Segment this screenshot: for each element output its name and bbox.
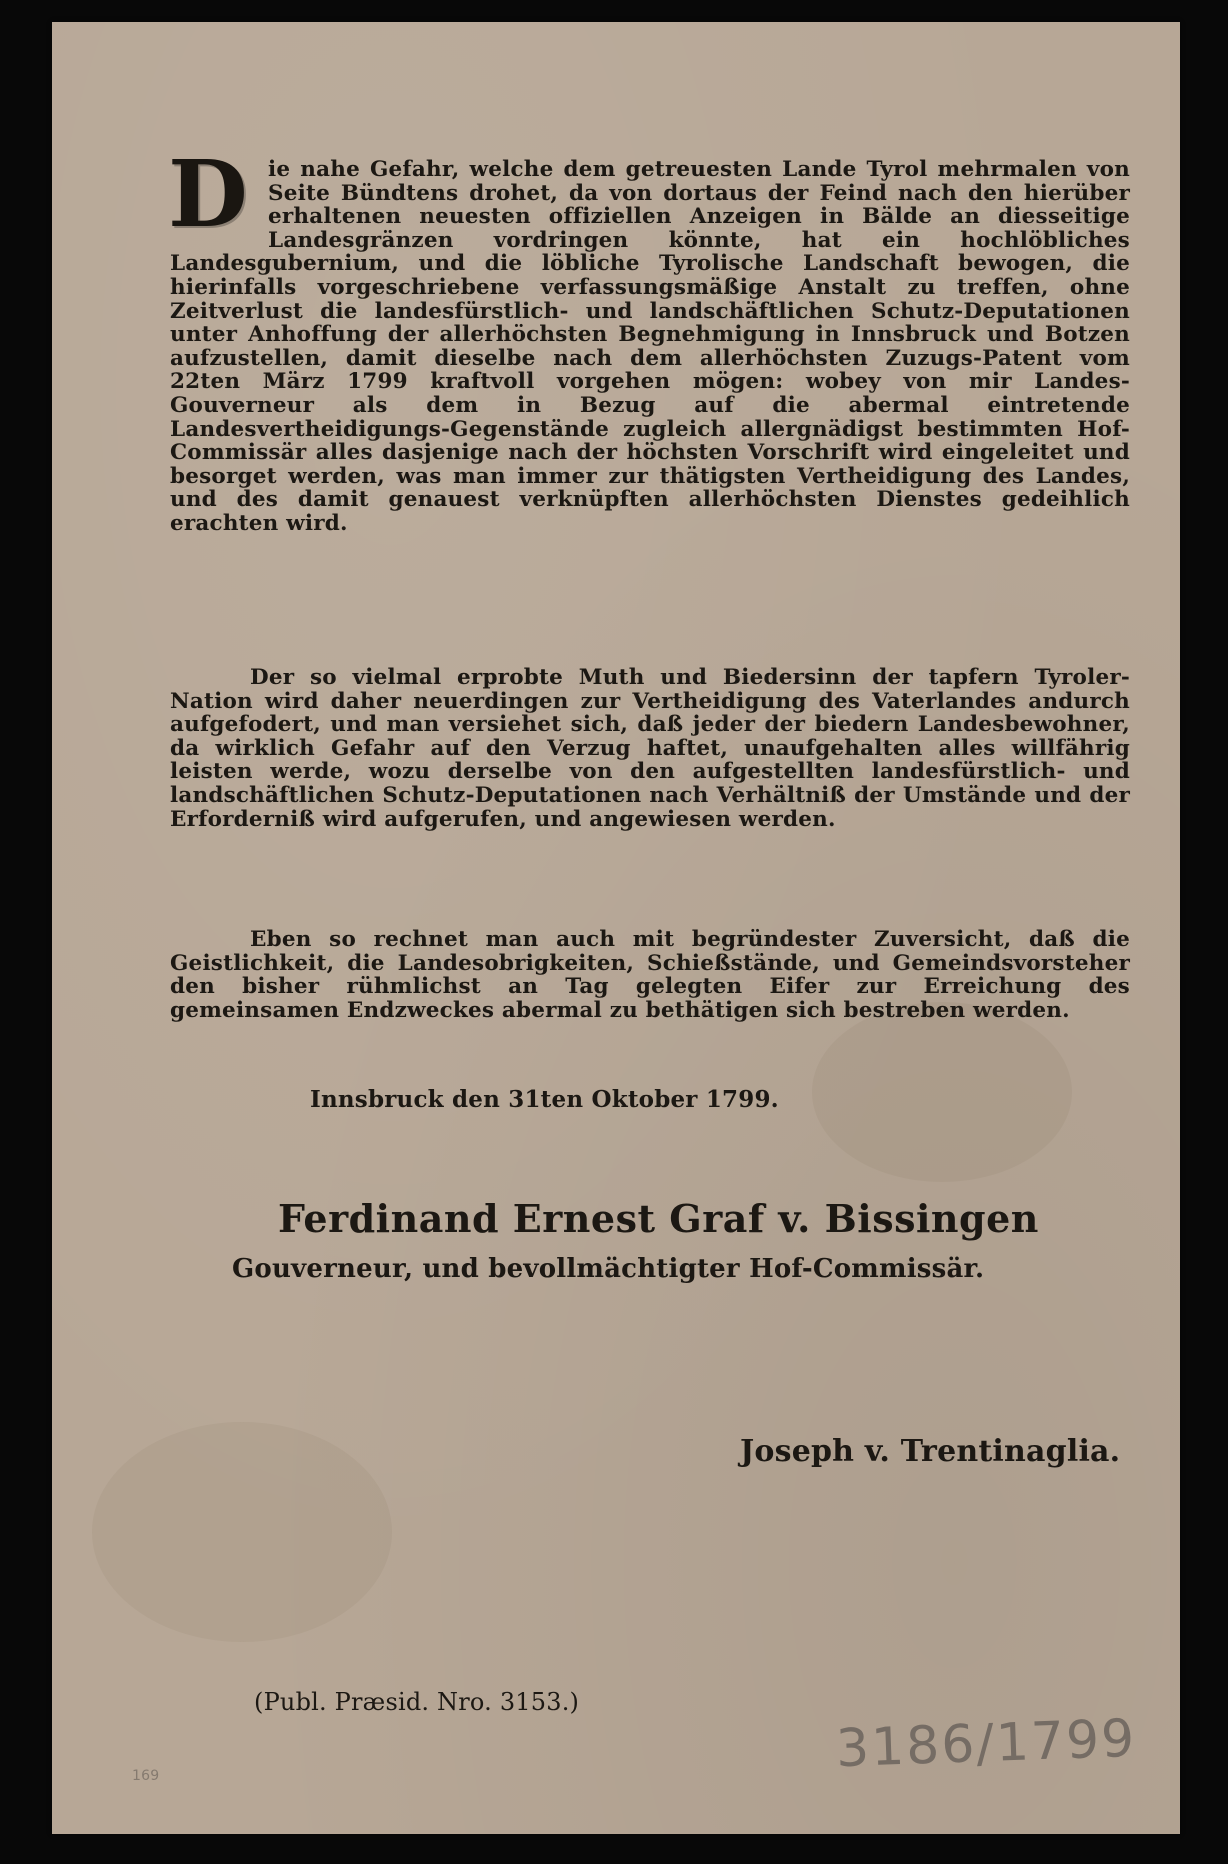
paragraph-2: Der so vielmal erprobte Muth und Biedersinn der tapfern Tyroler-Nation wird daher neuerdingen zur Vertheidigung des Vaterlandes andurch aufgefodert, und man versiehet sich, daß jeder der biedern Landesbewohner, da wirklich Gefahr auf den Verzug haftet, unaufgehalten alles willfährig leisten werde, wozu derselbe von den aufgestellten landesfürstlich- und landschäftlichen Schutz-Deputationen nach Verhältniß der Umstände und der Erforderniß wird aufgerufen, und angewiesen werden. <box>170 665 1130 832</box>
archive-number: 3186/1799 <box>835 1708 1138 1780</box>
date-line: Innsbruck den 31ten Oktober 1799. <box>310 1086 779 1113</box>
drop-cap: D <box>168 140 248 248</box>
publication-reference: (Publ. Præsid. Nro. 3153.) <box>254 1688 580 1716</box>
countersignature: Joseph v. Trentinaglia. <box>740 1434 1121 1469</box>
paper-stain <box>92 1422 392 1642</box>
paragraph-1-text: ie nahe Gefahr, welche dem getreuesten Lande Tyrol mehrmalen von Seite Bündtens drohet, da von dortaus der Feind nach den hierüber erhaltenen neuesten offiziellen Anzeigen in Bälde an diesseitige Landesgränzen vordringen könnte, hat ein hochlöbliches Landesgubernium, und die löbliche Tyrolische Landschaft bewogen, die hierinfalls vorgeschriebene verfassungsmäßige Anstalt zu treffen, ohne Zeitverlust die landesfürstlich- und landschäftlichen Schutz-Deputationen unter Anhoffung der allerhöchsten Begnehmigung in Innsbruck und Botzen aufzustellen, damit dieselbe nach dem allerhöchsten Zuzugs-Patent vom 22ten März 1799 kraftvoll vorgehen mögen: wobey von mir Landes-Gouverneur als dem in Bezug auf die abermal eintretende Landesvertheidigungs-Gegenstände zugleich allergnädigst bestimmten Hof-Commissär alles dasjenige nach der höchsten Vorschrift wird eingeleitet und besorget werden, was man immer zur thätigsten Vertheidigung des Landes, und des damit genauest verknüpften allerhöchsten Dienstes gedeihlich erachten wird. <box>170 157 1130 536</box>
paragraph-1 <box>168 140 1130 536</box>
signer-name: Ferdinand Ernest Graf v. Bissingen <box>278 1196 1039 1241</box>
paragraph-3: Eben so rechnet man auch mit begründester Zuversicht, daß die Geistlichkeit, die Landesobrigkeiten, Schießstände, und Gemeindsvorsteher den bisher rühmlichst an Tag gelegten Eifer zur Erreichung des gemeinsamen Endzweckes abermal zu bethätigen sich bestreben werden. <box>170 927 1130 1023</box>
paper-stain <box>812 1002 1072 1182</box>
page-number: 169 <box>132 1768 160 1784</box>
signer-title: Gouverneur, und bevollmächtigter Hof-Commissär. <box>232 1254 985 1284</box>
